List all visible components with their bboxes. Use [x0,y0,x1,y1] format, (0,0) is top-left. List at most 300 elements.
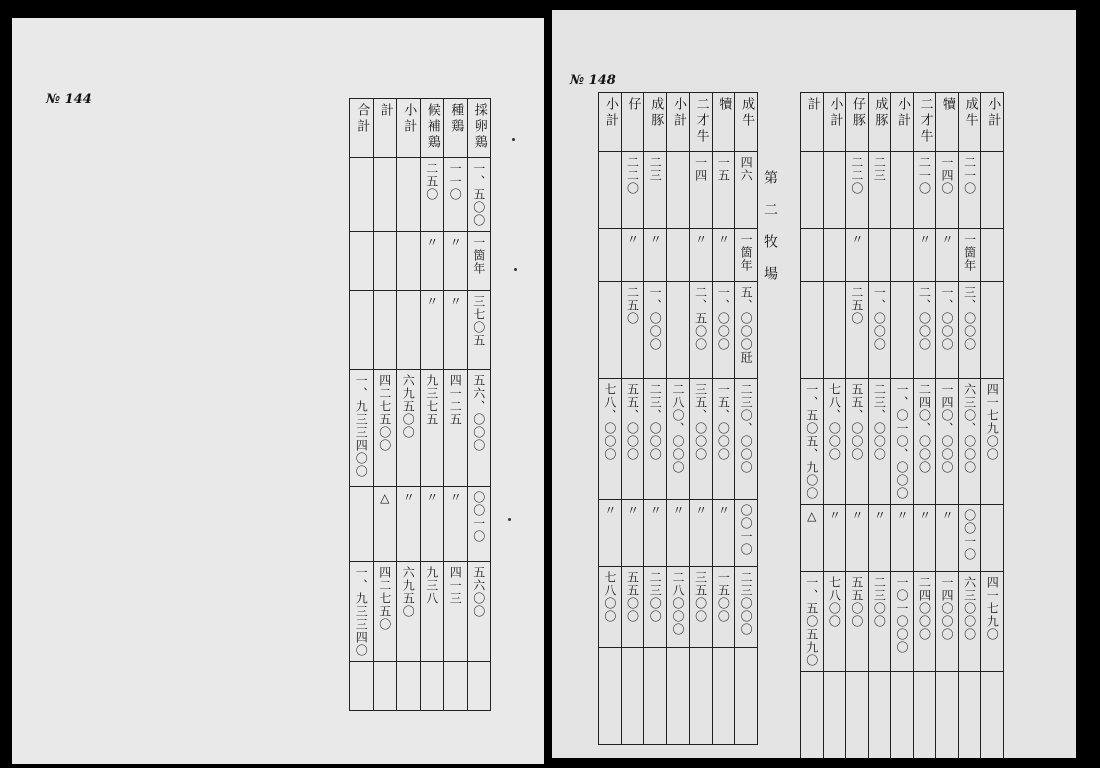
cell-value: 〃 [693,504,708,517]
table-cell [823,379,846,505]
table-row [801,505,1004,572]
cell-value: 二三 [872,156,887,182]
table-cell [599,152,622,229]
cell-value: 〃 [424,491,439,504]
table-cell [644,567,667,648]
cell-value: 二、五〇〇 [693,286,708,351]
table-cell [868,505,891,572]
table-cell [868,572,891,672]
column-header-label: 小計 [894,97,910,129]
table-cell [823,505,846,572]
cell-value: 九三七五 [424,374,439,426]
table-cell [444,487,468,562]
empty-cell [689,648,712,745]
table-cell [397,562,421,662]
table-row [801,152,1004,229]
cell-value: 二八〇〇〇 [670,571,685,636]
table-cell [667,152,690,229]
column-header [823,93,846,152]
empty-cell [644,648,667,745]
table-cell [621,379,644,500]
cell-value: △ [804,509,819,524]
right-table-b [800,92,1004,758]
cell-value: 一五〇〇 [716,571,731,623]
cell-value: 一四〇 [940,156,955,195]
column-header-label: 小計 [401,103,417,135]
table-cell [735,229,758,282]
table-row [599,500,758,567]
table-cell [667,379,690,500]
empty-cell [712,648,735,745]
table-cell [467,370,491,487]
table-cell [712,229,735,282]
table-cell [958,379,981,505]
cell-value: 一、〇一〇、〇〇〇 [894,383,909,500]
table-row [350,487,491,562]
cell-value: 〃 [625,504,640,517]
cell-value: 五六〇〇 [471,566,486,618]
cell-value: 四一三 [448,566,463,605]
cell-value: 七八〇〇 [602,571,617,623]
table-cell [621,229,644,282]
table-cell [467,562,491,662]
cell-value: 二四〇〇〇 [917,576,932,641]
scan-speck [512,138,515,141]
table-cell [801,282,824,379]
table-cell [981,282,1004,379]
table-cell [891,229,914,282]
cell-value: 七八、〇〇〇 [602,383,617,461]
empty-cell [846,672,869,759]
table-cell [936,572,959,672]
table-row [599,282,758,379]
table-cell [823,572,846,672]
cell-value: 三五、〇〇〇 [693,383,708,461]
table-cell [936,282,959,379]
table-cell [846,229,869,282]
cell-value: 〃 [448,236,463,249]
empty-cell [981,672,1004,759]
cell-value: 二三〇、〇〇〇 [739,383,754,474]
table-cell [958,572,981,672]
empty-cell [936,672,959,759]
cell-value: 二八〇、〇〇〇 [670,383,685,474]
cell-value: 一、〇〇〇 [940,286,955,351]
cell-value: 〃 [917,509,932,522]
table-cell [958,229,981,282]
column-header-label: 小計 [602,97,618,129]
table-cell [420,562,444,662]
cell-value: 〃 [940,233,955,246]
column-header [868,93,891,152]
table-cell [420,370,444,487]
cell-value: 〃 [917,233,932,246]
empty-cell [891,672,914,759]
table-row [801,282,1004,379]
table-cell [981,379,1004,505]
column-header-label: 小計 [985,97,1001,129]
cell-value: 四一二五 [448,374,463,426]
table-cell [420,158,444,232]
table-cell [891,572,914,672]
table-cell [644,152,667,229]
cell-value: 〃 [648,504,663,517]
left-page [12,18,544,764]
table-cell [397,370,421,487]
table-cell [644,282,667,379]
column-header [891,93,914,152]
table-cell [846,572,869,672]
cell-value: 〇〇一〇 [962,509,977,561]
table-cell [958,152,981,229]
table-cell [981,505,1004,572]
cell-value: 〃 [716,233,731,246]
column-header-label: 候補鶏 [424,103,440,151]
column-header-label: 計 [377,103,393,119]
cell-value: 七八、〇〇〇 [827,383,842,461]
cell-value: 〃 [670,504,685,517]
table-cell [444,158,468,232]
cell-value: 一、五〇五九〇 [804,576,819,667]
table-cell [936,505,959,572]
table-cell [735,567,758,648]
page-number: № 144 [46,92,92,107]
empty-cell [667,648,690,745]
table-cell [846,152,869,229]
column-header-label: 犢 [716,97,732,113]
table-cell [846,505,869,572]
table-cell [913,572,936,672]
table-cell [913,152,936,229]
cell-value: 四一七九〇〇 [985,383,1000,461]
cell-value: 六九五〇〇 [401,374,416,439]
table-cell [801,152,824,229]
column-header [444,99,468,158]
table-cell [936,152,959,229]
cell-value: 二三〇〇〇 [739,571,754,636]
table-cell [823,282,846,379]
table-cell [823,152,846,229]
empty-cell [823,672,846,759]
cell-value: 二五〇 [625,286,640,325]
table-cell [735,152,758,229]
cell-value: 〃 [849,509,864,522]
column-header-label: 二才牛 [693,97,709,145]
empty-cell [397,662,421,711]
table-cell [350,562,374,662]
column-header-label: 小計 [670,97,686,129]
left-table [349,98,491,711]
cell-value: 一箇年 [739,233,754,272]
table-cell [350,232,374,291]
table-cell [599,500,622,567]
cell-value: 一五 [716,156,731,182]
cell-value: 〃 [648,233,663,246]
table-cell [913,229,936,282]
column-header [689,93,712,152]
table-cell [444,291,468,370]
table-cell [444,370,468,487]
empty-cell [958,672,981,759]
cell-value: △ [377,491,392,506]
table-cell [735,282,758,379]
cell-value: 〃 [448,491,463,504]
table-cell [444,562,468,662]
column-header [373,99,397,158]
table-cell [599,282,622,379]
column-header-label: 仔 [625,97,641,113]
empty-cell [350,662,374,711]
cell-value: 二三〇〇 [648,571,663,623]
table-cell [846,282,869,379]
cell-value: 一四〇〇〇 [940,576,955,641]
cell-value: 一、九三三四〇〇 [354,374,369,478]
table-cell [801,572,824,672]
table-cell [420,232,444,291]
empty-cell [621,648,644,745]
table-row [599,229,758,282]
cell-value: 七八〇〇 [827,576,842,628]
empty-row [801,672,1004,759]
table-row [350,291,491,370]
cell-value: 二三〇〇 [872,576,887,628]
table-cell [689,152,712,229]
cell-value: 四六 [739,156,754,182]
cell-value: 二一〇 [962,156,977,195]
empty-cell [599,648,622,745]
scan-speck [514,268,517,271]
table-cell [444,232,468,291]
column-header-label: 成豚 [872,97,888,129]
cell-value: 二五〇 [849,286,864,325]
table-cell [350,487,374,562]
table-cell [801,379,824,505]
cell-value: 〃 [827,509,842,522]
table-cell [689,567,712,648]
column-header [667,93,690,152]
table-cell [373,487,397,562]
cell-value: 〃 [940,509,955,522]
table-cell [667,500,690,567]
cell-value: 九三八 [424,566,439,605]
table-row [599,152,758,229]
page-number: № 148 [570,73,616,88]
cell-value: 二四〇、〇〇〇 [917,383,932,474]
table-cell [373,232,397,291]
empty-row [599,648,758,745]
cell-value: 五六、〇〇〇 [471,374,486,452]
cell-value: 三五〇〇 [693,571,708,623]
cell-value: 一四 [693,156,708,182]
table-cell [373,158,397,232]
cell-value: 一箇年 [471,236,486,275]
table-cell [712,282,735,379]
cell-value: 二三 [648,156,663,182]
table-cell [373,562,397,662]
cell-value: 二三、〇〇〇 [872,383,887,461]
table-row [801,229,1004,282]
table-cell [467,158,491,232]
empty-cell [444,662,468,711]
column-header [981,93,1004,152]
column-header [644,93,667,152]
column-header [397,99,421,158]
table-cell [689,229,712,282]
cell-value: 〃 [625,233,640,246]
cell-value: 二一〇 [917,156,932,195]
cell-value: 一、九三三四〇 [354,566,369,657]
cell-value: 〃 [894,509,909,522]
column-header [936,93,959,152]
cell-value: 〃 [716,504,731,517]
table-cell [712,152,735,229]
table-row [350,562,491,662]
empty-cell [913,672,936,759]
table-row [350,370,491,487]
column-header [350,99,374,158]
column-header-label: 犢 [940,97,956,113]
table-cell [913,282,936,379]
table-cell [467,232,491,291]
cell-value: 六九五〇 [401,566,416,618]
cell-value: 五五〇〇 [625,571,640,623]
cell-value: 〃 [401,491,416,504]
table-cell [599,229,622,282]
table-cell [420,487,444,562]
cell-value: 一、〇〇〇 [716,286,731,351]
cell-value: 〃 [849,233,864,246]
cell-value: 二五〇 [424,162,439,201]
column-header [599,93,622,152]
column-header-label: 仔豚 [849,97,865,129]
empty-cell [868,672,891,759]
table-cell [621,500,644,567]
cell-value: 二二〇 [625,156,640,195]
table-cell [891,505,914,572]
cell-value: 四一七九〇 [985,576,1000,641]
cell-value: 四二七五〇 [377,566,392,631]
cell-value: 一、五〇〇 [471,162,486,227]
table-cell [981,572,1004,672]
cell-value: 一、五〇五、九〇〇 [804,383,819,500]
column-header [846,93,869,152]
table-cell [644,500,667,567]
cell-value: 〇〇一〇 [739,504,754,556]
cell-value: 六三〇〇〇 [962,576,977,641]
table-cell [621,282,644,379]
empty-row [350,662,491,711]
cell-value: 二二〇 [849,156,864,195]
cell-value: 一、〇〇〇 [648,286,663,351]
table-cell [397,232,421,291]
cell-value: 一箇年 [962,233,977,272]
empty-cell [735,648,758,745]
table-cell [801,505,824,572]
table-cell [981,152,1004,229]
table-row [801,572,1004,672]
cell-value: 〃 [602,504,617,517]
cell-value: 〃 [872,509,887,522]
table-cell [599,567,622,648]
table-cell [689,282,712,379]
table-cell [712,500,735,567]
table-cell [689,500,712,567]
column-header-label: 小計 [827,97,843,129]
cell-value: 〃 [693,233,708,246]
table-cell [397,487,421,562]
table-cell [868,229,891,282]
table-cell [420,291,444,370]
table-cell [868,379,891,505]
table-cell [644,379,667,500]
table-cell [667,229,690,282]
cell-value: 二三、〇〇〇 [648,383,663,461]
cell-value: 四二七五〇〇 [377,374,392,452]
column-header-label: 成牛 [962,97,978,129]
table-cell [397,158,421,232]
empty-cell [420,662,444,711]
table-cell [397,291,421,370]
column-header-label: 成豚 [648,97,664,129]
table-cell [350,370,374,487]
column-header [801,93,824,152]
cell-value: 一五、〇〇〇 [716,383,731,461]
column-header [958,93,981,152]
section-title: 第二牧場 [762,170,778,298]
table-cell [350,291,374,370]
table-cell [373,291,397,370]
column-header-label: 成牛 [739,97,755,129]
table-cell [801,229,824,282]
cell-value: 〃 [424,236,439,249]
scan-speck [508,518,511,521]
table-cell [913,379,936,505]
cell-value: 五五、〇〇〇 [625,383,640,461]
table-row [350,158,491,232]
empty-cell [373,662,397,711]
table-cell [868,282,891,379]
cell-value: 五五〇〇 [849,576,864,628]
table-cell [373,370,397,487]
table-row [350,232,491,291]
column-header-label: 二才牛 [917,97,933,145]
table-row [801,379,1004,505]
column-header [913,93,936,152]
table-cell [958,282,981,379]
cell-value: 一四〇、〇〇〇 [940,383,955,474]
cell-value: 三七〇五 [471,295,486,347]
table-cell [823,229,846,282]
table-cell [667,282,690,379]
table-cell [621,152,644,229]
table-cell [846,379,869,505]
column-header-label: 採卵鶏 [471,103,487,151]
column-header-label: 種鶏 [448,103,464,135]
table-cell [735,379,758,500]
column-header-label: 計 [804,97,820,113]
empty-cell [801,672,824,759]
table-cell [891,282,914,379]
cell-value: 一、〇〇〇 [872,286,887,351]
right-table-a [598,92,758,745]
column-header-label: 合計 [354,103,370,135]
cell-value: 五五、〇〇〇 [849,383,864,461]
cell-value: 二、〇〇〇 [917,286,932,351]
table-cell [891,152,914,229]
column-header [712,93,735,152]
table-row [599,379,758,500]
cell-value: 〃 [424,295,439,308]
